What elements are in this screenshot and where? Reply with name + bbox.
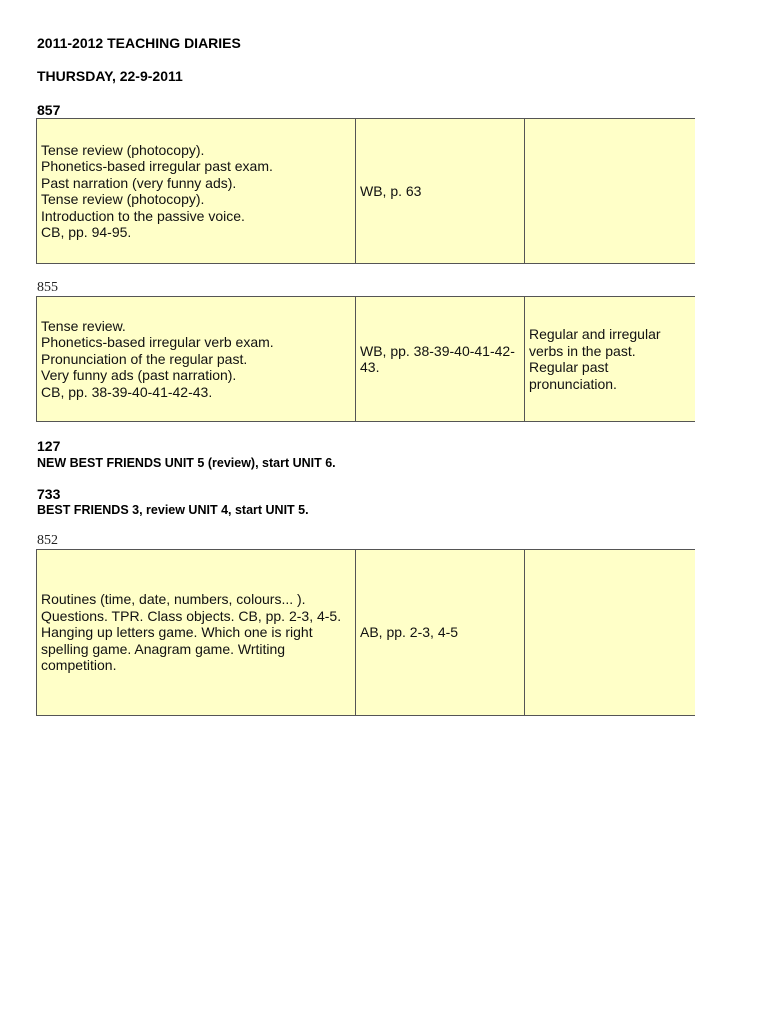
activities-cell: Tense review (photocopy). Phonetics-based irregular past exam. Past narration (very funny ads). Tense review (photocopy). Introduction to the passive voice. CB, pp. 94-95. [37,119,356,264]
entry-table-855 [36,296,695,422]
table-row [37,550,695,716]
group-note-127: NEW BEST FRIENDS UNIT 5 (review), start UNIT 6. [37,456,336,470]
notes-cell [525,550,695,716]
notes-cell: Regular and irregular verbs in the past. Regular past pronunciation. [525,297,695,422]
entry-table-857 [36,118,695,264]
group-code-855: 855 [37,280,58,295]
activities-cell: Tense review. Phonetics-based irregular verb exam. Pronunciation of the regular past. Very funny ads (past narration). CB, pp. 38-39-40-41-42-43. [37,297,356,422]
group-code-857: 857 [37,102,61,118]
entry-table-852 [36,549,695,716]
group-code-733: 733 [37,486,61,502]
homework-cell: WB, pp. 38-39-40-41-42-43. [356,297,525,422]
document-title: 2011-2012 TEACHING DIARIES [37,35,241,51]
group-code-852: 852 [37,533,58,548]
homework-cell: WB, p. 63 [356,119,525,264]
diary-date: THURSDAY, 22-9-2011 [37,68,183,84]
group-note-733: BEST FRIENDS 3, review UNIT 4, start UNIT 5. [37,503,309,517]
activities-cell: Routines (time, date, numbers, colours... ). Questions. TPR. Class objects. CB, pp. 2-3, 4-5. Hanging up letters game. Which one is right spelling game. Anagram game. Wrtiting competition. [37,550,356,716]
homework-cell: AB, pp. 2-3, 4-5 [356,550,525,716]
group-code-127: 127 [37,438,61,454]
table-row [37,297,695,422]
notes-cell [525,119,695,264]
table-row [37,119,695,264]
